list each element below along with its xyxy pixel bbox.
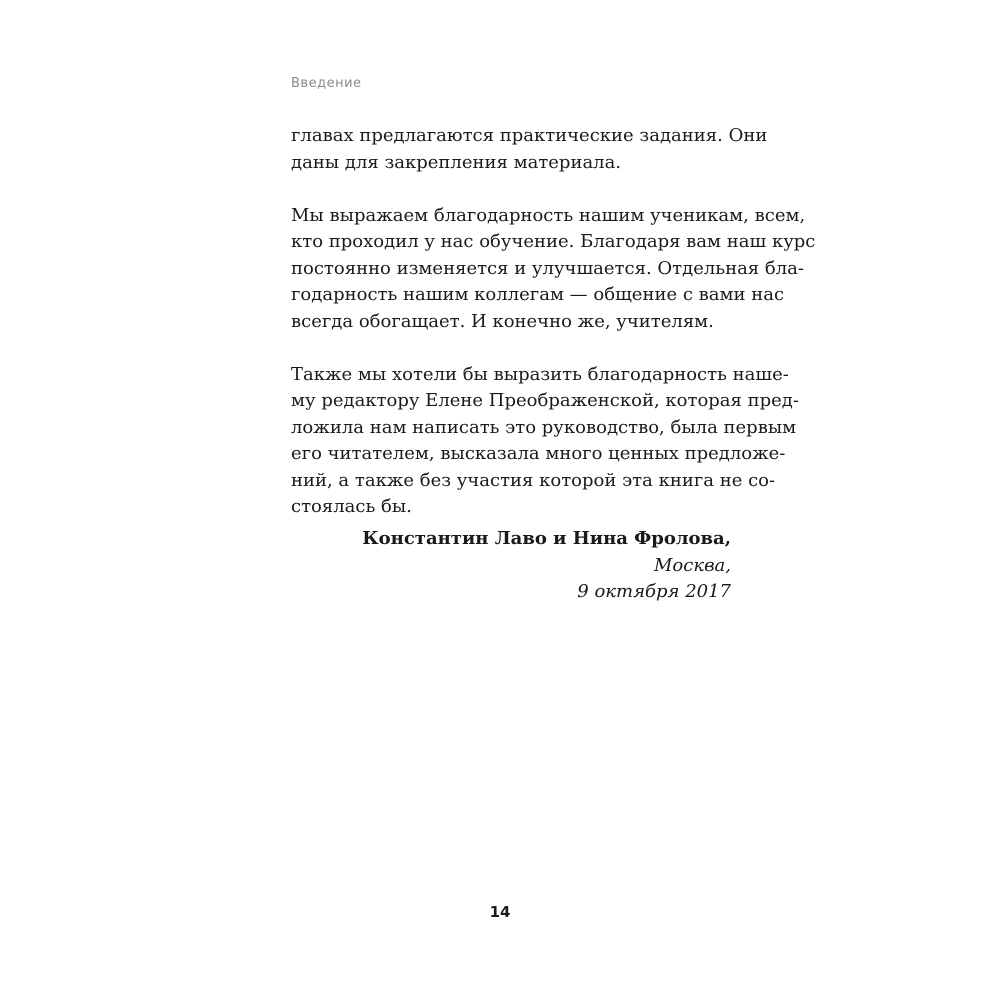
text-line: ний, а также без участия которой эта книга не со- [291,469,776,491]
text-line: его читателем, высказала много ценных предложе- [291,443,786,464]
text-line: главах предлагаются практические задания. Они [291,125,768,146]
text-line: му редактору Елене Преображенской, которая пред- [291,390,799,411]
running-head: Введение [291,76,362,91]
text-line: даны для закрепления материала. [291,151,622,173]
paragraph-gap [291,335,731,362]
page-number: 14 [489,903,511,921]
text-line: стоялась бы. [291,496,412,517]
text-line: ложила нам написать это руководство, была первым [291,416,797,438]
signature-block [362,526,731,606]
body-text [291,123,816,521]
text-line: постоянно изменяется и улучшается. Отдельная бла- [291,257,804,279]
text-line: всегда обогащает. И конечно же, учителям. [291,310,714,332]
text-line: кто проходил у нас обучение. Благодаря вам наш курс [291,231,816,252]
text-line: Мы выражаем благодарность нашим ученикам, всем, [291,204,806,226]
text-line: Также мы хотели бы выразить благодарность наше- [291,363,789,385]
signature-authors: Константин Лаво и Нина Фролова, [362,528,731,549]
paragraph-gap [291,176,731,203]
text-line: годарность нашим коллегам — общение с вами нас [291,284,785,305]
signature-place: Москва, [653,554,731,576]
paragraph [291,203,816,336]
signature-date: 9 октября 2017 [577,581,731,602]
paragraph [291,362,799,521]
paragraph [291,123,768,176]
